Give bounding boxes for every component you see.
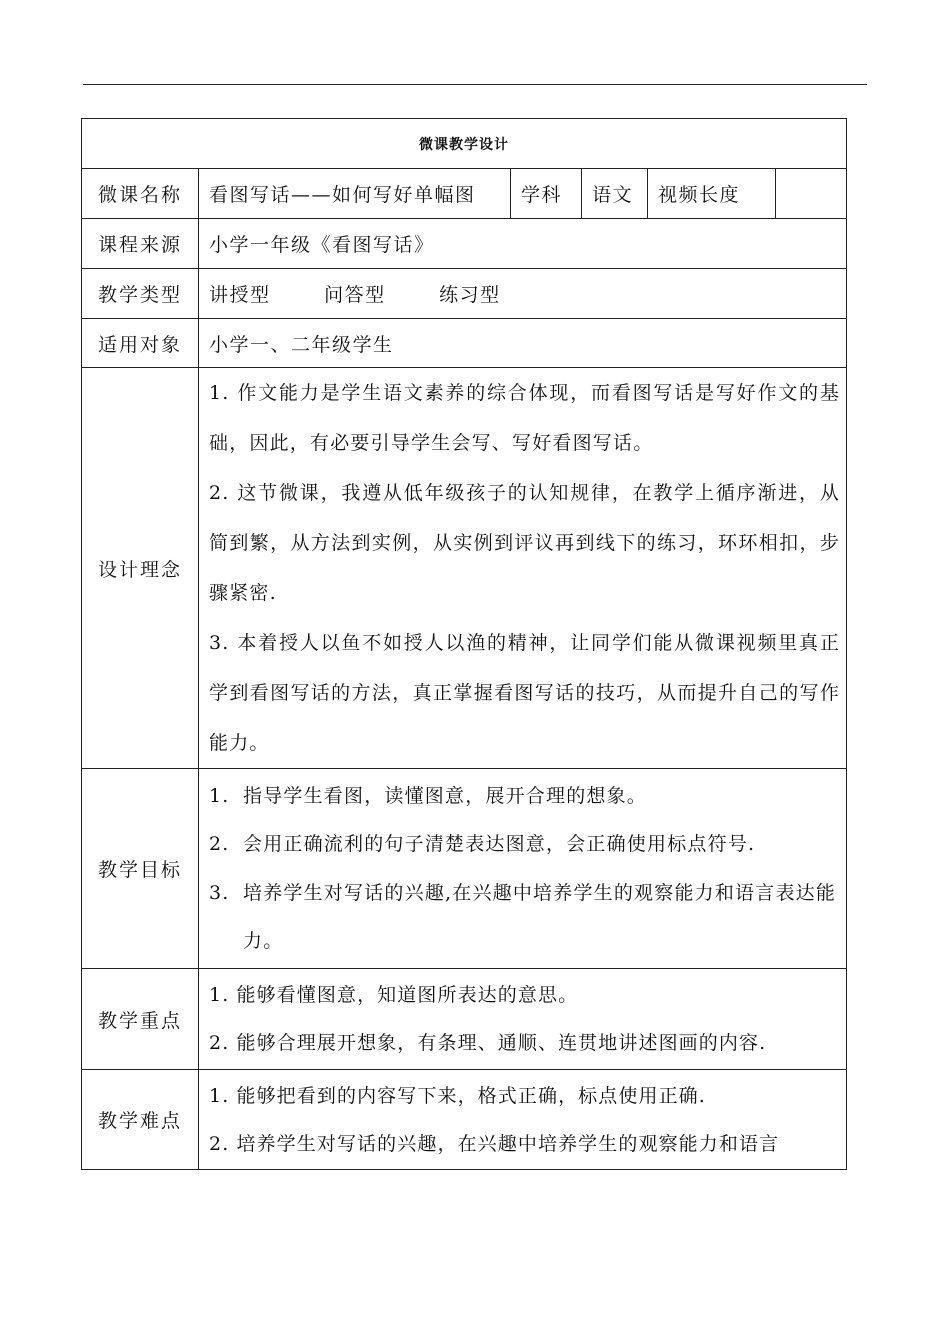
row-key-points: [82, 969, 847, 1070]
teaching-goals-list: [199, 772, 846, 966]
goal-number: 2.: [209, 833, 230, 855]
teaching-type-values: [199, 269, 847, 319]
source-label: 课程来源: [82, 219, 199, 269]
teaching-goals-label: 教学目标: [82, 769, 199, 969]
teaching-type-label: 教学类型: [82, 269, 199, 319]
teaching-type-item: 练习型: [439, 284, 501, 306]
key-points-label: 教学重点: [82, 969, 199, 1070]
difficulties-cell: [199, 1070, 847, 1170]
difficulty-item: 1. 能够把看到的内容写下来，格式正确，标点使用正确.: [209, 1084, 706, 1107]
title-row: [82, 119, 847, 169]
audience-value: 小学一、二年级学生: [199, 319, 847, 368]
concept-paragraph: 1. 作文能力是学生语文素养的综合体现，而看图写话是写好作文的基础，因此，有必要引导学生会写、写好看图写话。: [209, 382, 841, 454]
concept-paragraph: 3. 本着授人以鱼不如授人以渔的精神，让同学们能从微课视频里真正学到看图写话的方法，真正掌握看图写话的技巧，从而提升自己的写作能力。: [209, 632, 841, 754]
design-concept-label: 设计理念: [82, 368, 199, 769]
lesson-name-value: 看图写话——如何写好单幅图: [199, 169, 511, 219]
goal-number: 3.: [209, 881, 230, 904]
row-audience: [82, 319, 847, 368]
row-lesson-name: [82, 169, 847, 219]
subject-label: 学科: [511, 169, 582, 219]
teaching-goals-cell: [199, 769, 847, 969]
key-points-cell: [199, 969, 847, 1070]
subject-value: 语文: [582, 169, 648, 219]
goal-text: 培养学生对写话的兴趣,在兴趣中培养学生的观察能力和语言表达能力。: [243, 881, 837, 952]
row-design-concept: [82, 368, 847, 769]
goal-text: 会用正确流利的句子清楚表达图意，会正确使用标点符号.: [243, 833, 756, 855]
key-point-item: 2. 能够合理展开想象，有条理、通顺、连贯地讲述图画的内容.: [209, 1032, 767, 1054]
source-value: 小学一年级《看图写话》: [199, 219, 847, 269]
row-teaching-type: [82, 269, 847, 319]
design-concept-text: [199, 368, 847, 769]
goal-number: 1.: [209, 784, 230, 807]
goal-item: [209, 772, 840, 821]
audience-label: 适用对象: [82, 319, 199, 368]
difficulty-item: 2. 培养学生对写话的兴趣，在兴趣中培养学生的观察能力和语言: [209, 1132, 780, 1155]
concept-paragraph: 2. 这节微课，我遵从低年级孩子的认知规律，在教学上循序渐进，从简到繁，从方法到实例，从实例到评议再到线下的练习，环环相扣，步骤紧密.: [209, 482, 841, 604]
lesson-name-label: 微课名称: [82, 169, 199, 219]
goal-text: 指导学生看图，读懂图意，展开合理的想象。: [243, 784, 648, 807]
goal-item: [209, 869, 840, 966]
teaching-type-item: 讲授型: [209, 284, 271, 306]
row-source: [82, 219, 847, 269]
lesson-design-table: [81, 118, 847, 1170]
header-rule: [83, 84, 867, 85]
video-length-label: 视频长度: [648, 169, 776, 219]
goal-item: [209, 820, 840, 869]
key-point-item: 1. 能够看懂图意，知道图所表达的意思。: [209, 984, 579, 1006]
table-title: 微课教学设计: [82, 119, 847, 169]
row-difficulties: [82, 1070, 847, 1170]
difficulties-label: 教学难点: [82, 1070, 199, 1170]
row-teaching-goals: [82, 769, 847, 969]
teaching-type-item: 问答型: [324, 284, 386, 306]
video-length-value: [776, 169, 847, 219]
